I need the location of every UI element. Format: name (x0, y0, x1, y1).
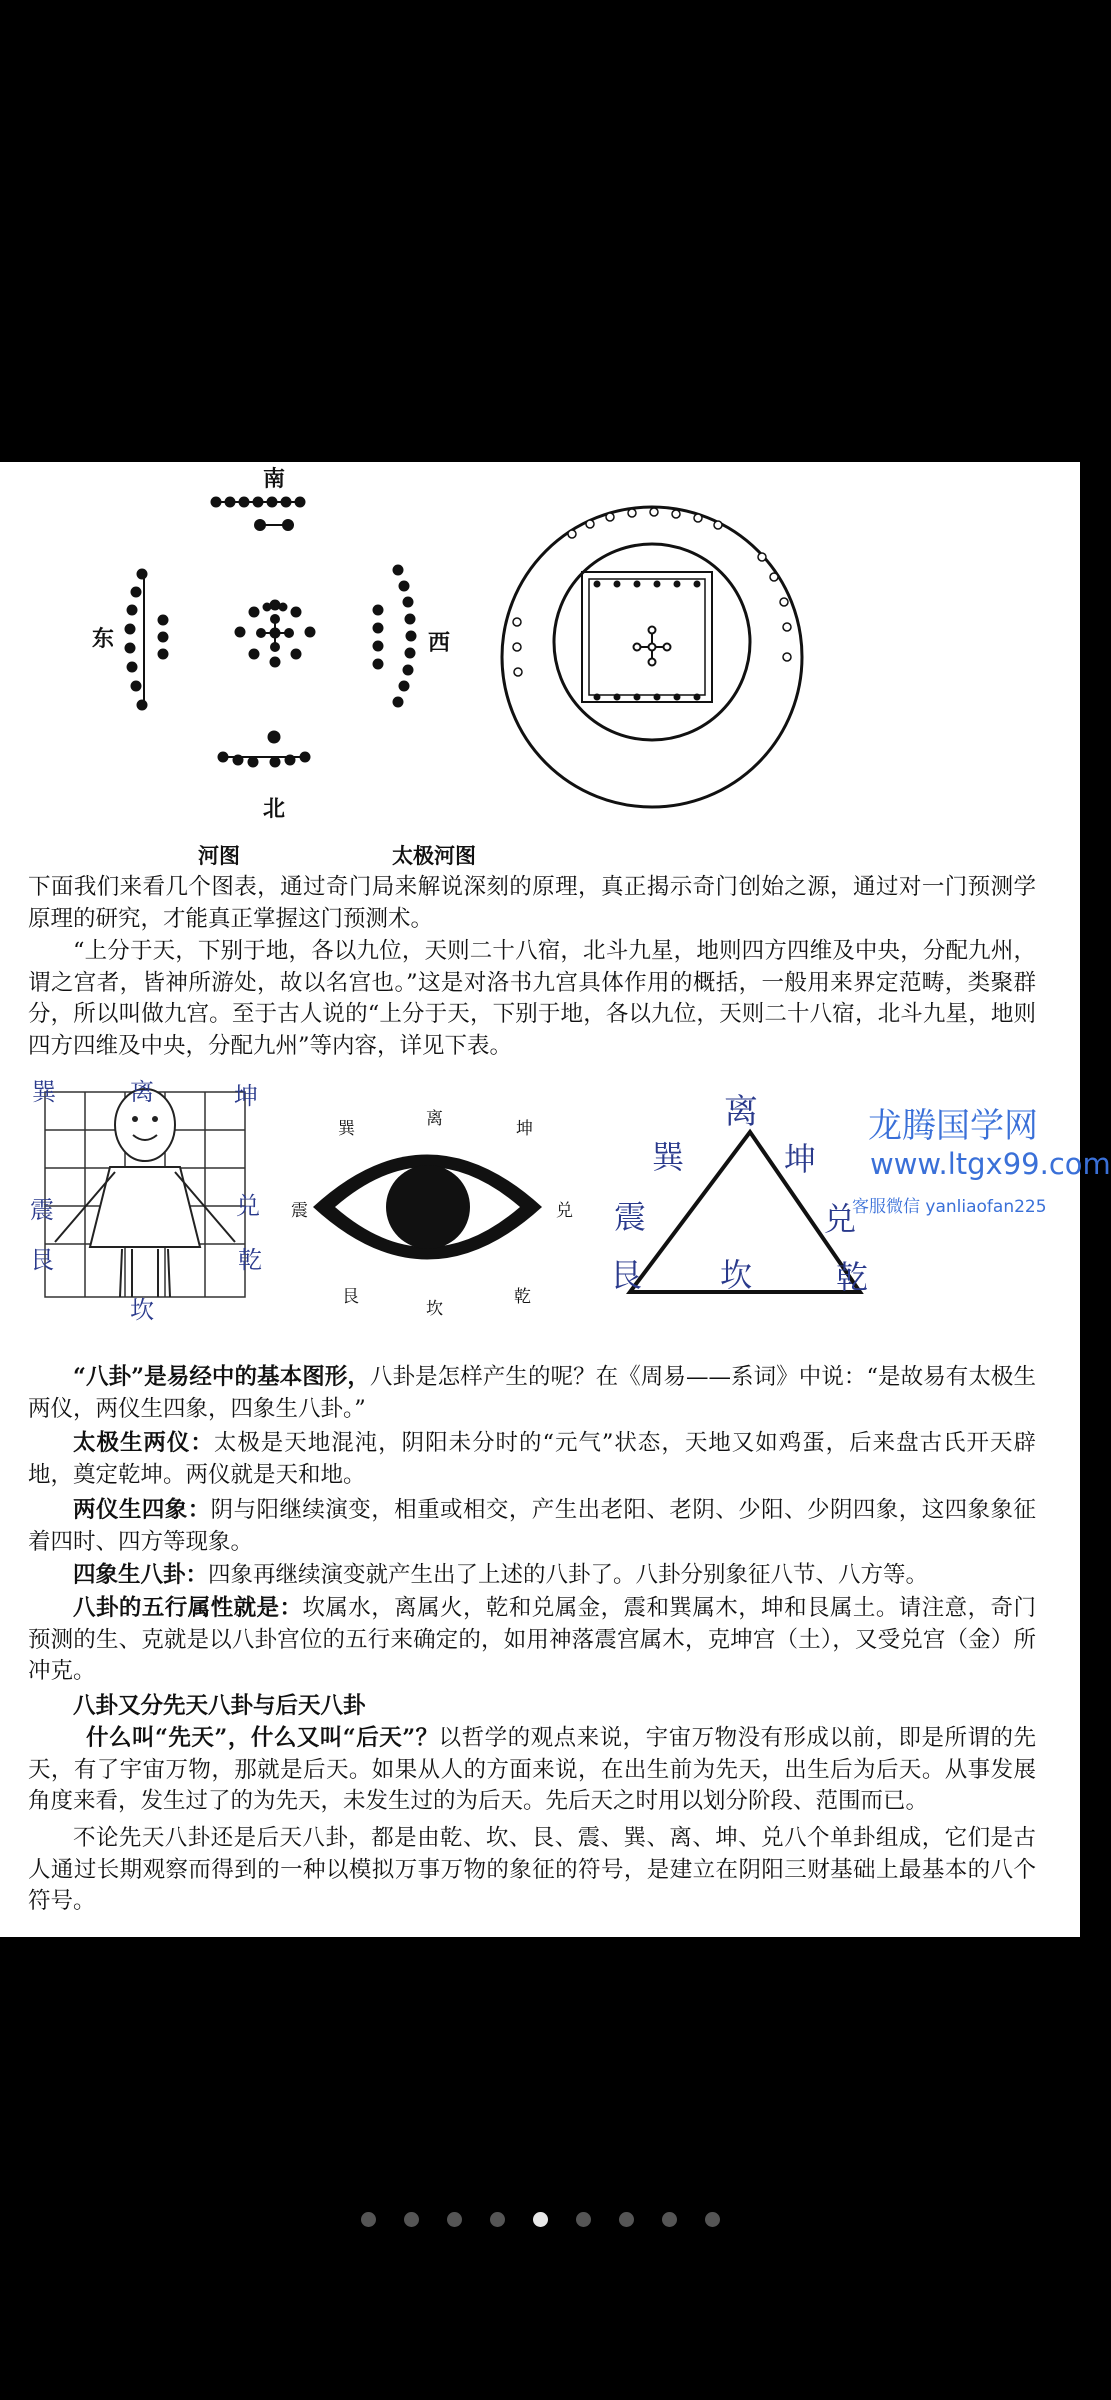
hetu-label-west: 西 (428, 630, 451, 656)
tri-gua-li: 离 (724, 1092, 758, 1132)
grid-gua-xun: 巽 (32, 1078, 56, 1106)
hetu-diagram (70, 462, 470, 832)
eye-gua-kan: 坎 (426, 1299, 443, 1319)
eye-gua-xun: 巽 (338, 1119, 355, 1139)
hetu-label-north: 北 (263, 796, 286, 822)
pager-dot[interactable] (705, 2212, 720, 2227)
tri-gua-zhen: 震 (614, 1198, 647, 1236)
pager-dot[interactable] (404, 2212, 419, 2227)
tri-gua-kan: 坎 (720, 1256, 753, 1294)
watermark-url: www.ltgx99.com (870, 1147, 1111, 1181)
grid-gua-li: 离 (130, 1078, 154, 1106)
eye-gua-gen: 艮 (342, 1287, 359, 1307)
paragraph-liangyi: 两仪生四象：阴与阳继续演变，相重或相交，产生出老阳、老阴、少阳、少阴四象，这四象象征着四时、四方等现象。 (28, 1497, 1036, 1555)
grid-gua-zhen: 震 (30, 1196, 54, 1224)
watermark-title: 龙腾国学网 (868, 1106, 1038, 1146)
bagua-eye-figure (305, 1127, 550, 1287)
tri-gua-qian: 乾 (836, 1258, 869, 1296)
pager-dot[interactable] (447, 2212, 462, 2227)
pager-dot[interactable] (576, 2212, 591, 2227)
caption-hetu: 河图 (198, 843, 240, 868)
eye-gua-kun: 坤 (516, 1119, 533, 1139)
paragraph-taiji: 太极生两仪：太极是天地混沌，阴阳未分时的“元气”状态，天地又如鸡蛋，后来盘古氏开天辟地，奠定乾坤。两仪就是天和地。 (28, 1430, 1036, 1488)
bagua-grid-figure (40, 1087, 250, 1302)
pager-dot[interactable] (361, 2212, 376, 2227)
eye-gua-zhen: 震 (291, 1201, 308, 1221)
watermark-wechat: 客服微信 yanliaofan225 (852, 1197, 1047, 1217)
taiji-hetu-diagram (462, 462, 842, 812)
grid-gua-kan: 坎 (130, 1296, 154, 1324)
paragraph-conclusion: 不论先天八卦还是后天八卦，都是由乾、坎、艮、震、巽、离、坤、兑八个单卦组成，它们是古人通过长期观察而得到的一种以模拟万事万物的象征的符号，是建立在阴阳三财基础上最基本的八个符号。 (28, 1825, 1036, 1914)
caption-taiji-hetu: 太极河图 (392, 843, 476, 868)
grid-gua-gen: 艮 (30, 1246, 54, 1274)
eye-gua-qian: 乾 (514, 1287, 531, 1307)
paragraph-jiugong: “上分于天，下别于地，各以九位，天则二十八宿，北斗九星，地则四方四维及中央，分配九州，谓之宫者，皆神所游处，故以名宫也。”这是对洛书九宫具体作用的概括，一般用来界定范畴，类聚群分，所以叫做九宫。至于古人说的“上分于天，下别于地，各以九位，天则二十八宿，北斗九星，地则四方四维及中央，分配九州”等内容，详见下表。 (28, 938, 1036, 1059)
document-page (0, 462, 1111, 1937)
hetu-label-east: 东 (92, 626, 115, 652)
tri-gua-dui: 兑 (824, 1200, 857, 1238)
grid-gua-qian: 乾 (238, 1246, 262, 1274)
pager-dot[interactable] (619, 2212, 634, 2227)
paragraph-xiantian: 什么叫“先天”，什么又叫“后天”？以哲学的观点来说，宇宙万物没有形成以前，即是所谓的先天，有了宇宙万物，那就是后天。如果从人的方面来说，在出生前为先天，出生后为后天。从事发展角度来看，发生过了的为先天，未发生过的为后天。先后天之时用以划分阶段、范围而已。 (28, 1725, 1036, 1814)
pager-dot[interactable] (533, 2212, 548, 2227)
tri-gua-kun: 坤 (784, 1140, 817, 1178)
pager-dot[interactable] (662, 2212, 677, 2227)
hetu-label-south: 南 (263, 466, 286, 492)
eye-gua-li: 离 (426, 1109, 443, 1129)
tri-gua-xun: 巽 (652, 1138, 685, 1176)
paragraph-bagua: “八卦”是易经中的基本图形，八卦是怎样产生的呢？在《周易——系词》中说：“是故易有太极生两仪，两仪生四象，四象生八卦。” (28, 1364, 1036, 1422)
bagua-diagrams (0, 1072, 1111, 1332)
eye-gua-dui: 兑 (556, 1201, 573, 1221)
paragraph-sixiang: 四象生八卦：四象再继续演变就产生出了上述的八卦了。八卦分别象征八节、八方等。 (73, 1562, 929, 1588)
pager-dot[interactable] (490, 2212, 505, 2227)
paragraph-wuxing: 八卦的五行属性就是：坎属水，离属火，乾和兑属金，震和巽属木，坤和艮属土。请注意，奇门预测的生、克就是以八卦宫位的五行来确定的，如用神落震宫属木，克坤宫（土），又受兑宫（金）所冲克。 (28, 1595, 1036, 1684)
page-indicator[interactable] (0, 2212, 1080, 2232)
grid-gua-kun: 坤 (234, 1082, 258, 1110)
grid-gua-dui: 兑 (236, 1192, 260, 1220)
paragraph-intro: 下面我们来看几个图表，通过奇门局来解说深刻的原理，真正揭示奇门创始之源，通过对一门预测学原理的研究，才能真正掌握这门预测术。 (28, 874, 1036, 932)
tri-gua-gen: 艮 (610, 1256, 643, 1294)
section-heading: 八卦又分先天八卦与后天八卦 (73, 1693, 366, 1719)
